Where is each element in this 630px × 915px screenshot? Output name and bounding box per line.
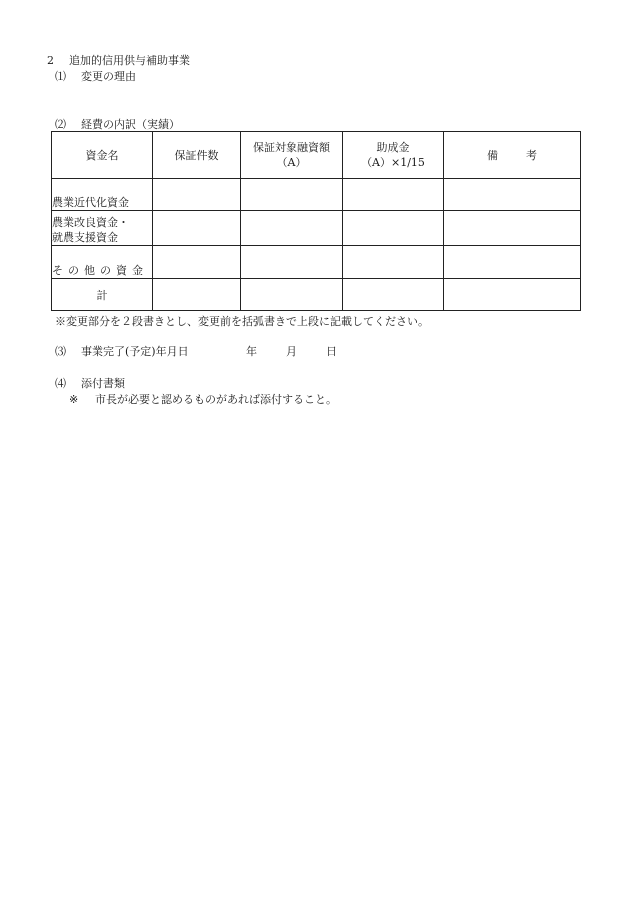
item-number: ⑷: [55, 377, 66, 390]
note-mark: ※: [69, 393, 79, 406]
item-attachments: [55, 375, 125, 391]
section-number: 2: [47, 54, 54, 67]
table-cell[interactable]: [241, 279, 343, 311]
table-cell[interactable]: [153, 211, 241, 246]
date-month-label: 月: [286, 345, 297, 358]
table-row: [52, 179, 581, 211]
header-guarantee-amount-line2: （A）: [276, 156, 307, 169]
table-row: [52, 246, 581, 279]
table-cell[interactable]: [241, 179, 343, 211]
header-subsidy: [343, 132, 444, 179]
item-label: 事業完了(予定)年月日: [81, 345, 189, 358]
row-label-total: 計: [52, 279, 153, 311]
table-cell[interactable]: [241, 246, 343, 279]
header-guarantee-count: 保証件数: [153, 132, 241, 179]
table-row: [52, 279, 581, 311]
table-row: [52, 211, 581, 246]
section-title: [47, 52, 190, 68]
date-year-label: 年: [246, 345, 257, 358]
table-cell[interactable]: [444, 179, 581, 211]
table-header-row: [52, 132, 581, 179]
row-label: その他の資金: [52, 246, 153, 279]
table-cell[interactable]: [343, 279, 444, 311]
item-cost-breakdown: [55, 116, 180, 132]
header-subsidy-line1: 助成金: [376, 141, 410, 154]
header-remarks-right: 考: [526, 148, 537, 162]
table-note: ※変更部分を２段書きとし、変更前を括弧書きで上段に記載してください。: [55, 315, 429, 328]
date-day-label: 日: [326, 345, 337, 358]
table-cell[interactable]: [444, 211, 581, 246]
table-cell[interactable]: [153, 179, 241, 211]
header-fund-name: 資金名: [52, 132, 153, 179]
item-label: 変更の理由: [81, 70, 136, 83]
item-completion-date: [55, 343, 189, 359]
attachment-note-text: 市長が必要と認めるものがあれば添付すること。: [95, 393, 337, 406]
table-cell[interactable]: [343, 246, 444, 279]
item-number: ⑵: [55, 118, 66, 131]
header-subsidy-line2: （A）×1/15: [361, 156, 425, 169]
item-label: 添付書類: [81, 377, 125, 390]
row-label-line2: 就農支援資金: [52, 231, 118, 244]
item-change-reason: [55, 68, 136, 84]
header-remarks: [444, 132, 581, 179]
table-cell[interactable]: [343, 179, 444, 211]
header-guarantee-amount-line1: 保証対象融資額: [253, 141, 330, 154]
item-number: ⑴: [55, 70, 66, 83]
header-remarks-left: 備: [487, 148, 498, 162]
table-cell[interactable]: [444, 246, 581, 279]
header-guarantee-amount: [241, 132, 343, 179]
table-cell[interactable]: [343, 211, 444, 246]
item-label: 経費の内訳（実績）: [81, 118, 180, 131]
attachment-note: [69, 391, 337, 407]
table-cell[interactable]: [153, 246, 241, 279]
row-label: 農業近代化資金: [52, 179, 153, 211]
table-cell[interactable]: [444, 279, 581, 311]
item-number: ⑶: [55, 345, 66, 358]
cost-breakdown-table: [51, 131, 581, 311]
section-title-text: 追加的信用供与補助事業: [69, 54, 190, 67]
row-label-line1: 農業改良資金・: [52, 216, 129, 229]
table-cell[interactable]: [153, 279, 241, 311]
row-label: [52, 211, 153, 246]
table-cell[interactable]: [241, 211, 343, 246]
